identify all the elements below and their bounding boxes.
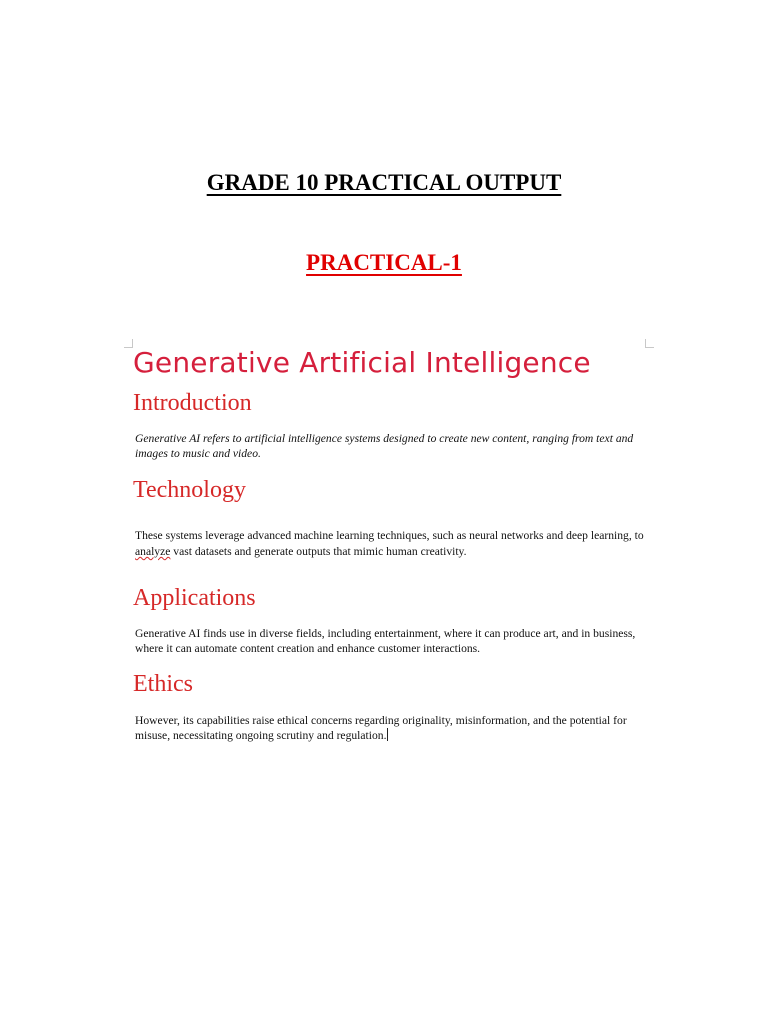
document-heading: Generative Artificial Intelligence <box>133 346 591 379</box>
section-heading-technology: Technology <box>133 477 246 503</box>
crop-mark-top-right <box>645 339 654 348</box>
crop-mark-top-left <box>124 339 133 348</box>
section-body-technology[interactable] <box>135 528 647 560</box>
technology-body-text: These systems leverage advanced machine learning techniques, such as neural networks and deep learning, to <box>135 529 644 542</box>
section-heading-introduction: Introduction <box>133 390 252 416</box>
spelling-flagged-word[interactable]: analyze <box>135 545 171 558</box>
page-title: GRADE 10 PRACTICAL OUTPUT <box>206 170 562 195</box>
text-cursor <box>387 728 388 741</box>
section-heading-ethics: Ethics <box>133 671 193 697</box>
section-body-ethics[interactable] <box>135 713 647 743</box>
practical-label: PRACTICAL-1 <box>306 250 462 275</box>
section-heading-applications: Applications <box>133 585 256 611</box>
section-body-introduction[interactable]: Generative AI refers to artificial intelligence systems designed to create new content, ranging from text and images to music and video. <box>135 432 634 460</box>
section-body-applications[interactable]: Generative AI finds use in diverse fields, including entertainment, where it can produce art, and in business, where it can automate content creation and enhance customer interactions. <box>135 627 636 655</box>
ethics-body-text: However, its capabilities raise ethical concerns regarding originality, misinformation, and the potential for misuse, necessitating ongoing scrutiny and regulation. <box>135 714 627 742</box>
technology-body-text-end: vast datasets and generate outputs that mimic human creativity. <box>170 545 467 558</box>
